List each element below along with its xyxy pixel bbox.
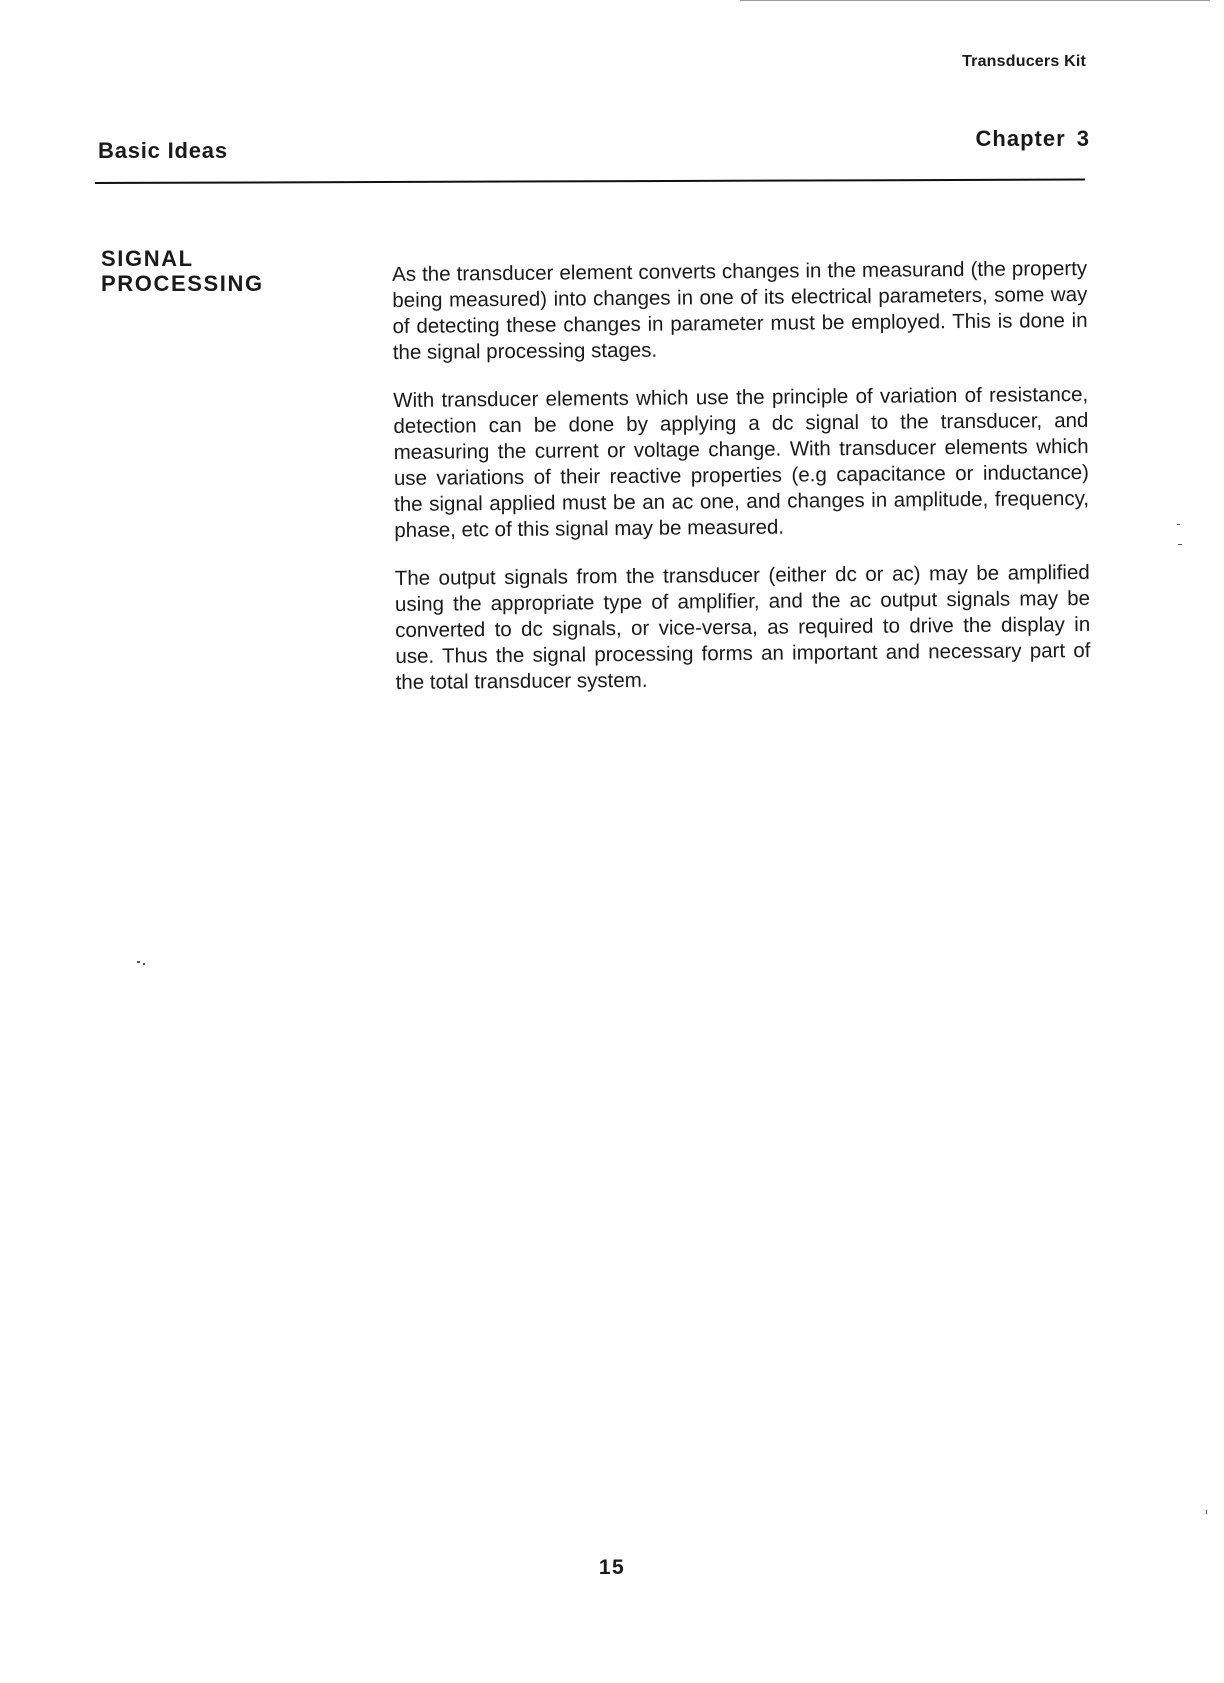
running-title: Transducers Kit <box>962 53 1086 70</box>
scan-speck <box>1178 544 1182 545</box>
page-number: 15 <box>598 1556 626 1579</box>
section-heading <box>101 246 351 296</box>
section-heading-line-2: PROCESSING <box>101 271 264 296</box>
scan-speck <box>143 963 145 965</box>
header-divider <box>95 179 1085 184</box>
paragraph-1: As the transducer element converts changes in the measurand (the property being measured) into changes in one of its electrical parameters, some way of detecting these changes in parameter must be employed. This is done in the signal processing stages. <box>392 256 1088 364</box>
paragraph-3: The output signals from the transducer (either dc or ac) may be amplified using the appropriate type of amplifier, and the ac output signals may be converted to dc signals, or vice-versa, as required to drive the display in use. Thus the signal processing forms an important and necessary part of the total transducer system. <box>394 560 1091 694</box>
top-edge-rule <box>740 0 1210 1</box>
section-name: Basic Ideas <box>98 138 228 163</box>
body-text <box>392 256 1091 718</box>
chapter-label: Chapter 3 <box>975 126 1090 151</box>
paragraph-2: With transducer elements which use the principle of variation of resistance, detection can be done by applying a dc signal to the transducer, and measuring the current or voltage change. With transducer elements which use variations of their reactive properties (e.g capacitance or inductance) the signal applied must be an ac one, and changes in amplitude, frequency, phase, etc of this signal may be measured. <box>393 382 1090 542</box>
scan-speck <box>1177 524 1180 525</box>
section-heading-line-1: SIGNAL <box>101 246 194 271</box>
scan-speck <box>137 961 140 963</box>
scan-speck <box>1206 1510 1207 1514</box>
